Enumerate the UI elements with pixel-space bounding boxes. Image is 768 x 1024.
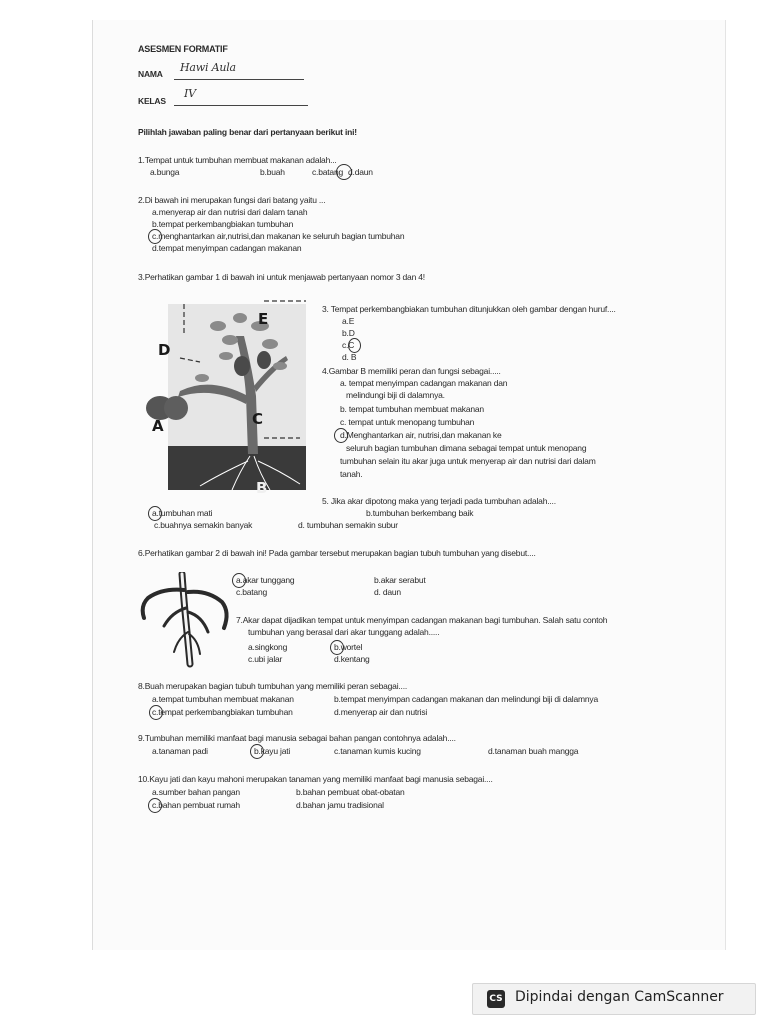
q6-text: 6.Perhatikan gambar 2 di bawah ini! Pada gambar tersebut merupakan bagian tubuh tumbuhan yang disebut.... bbox=[138, 548, 536, 558]
instruction: Pilihlah jawaban paling benar dari pertanyaan berikut ini! bbox=[138, 127, 357, 137]
q7-text: 7.Akar dapat dijadikan tempat untuk menyimpan cadangan makanan bagi tumbuhan. Salah satu contoh bbox=[236, 615, 608, 625]
answer-circle-mark bbox=[148, 506, 162, 521]
q10-option-b: b.bahan pembuat obat-obatan bbox=[296, 787, 405, 797]
q9-option-c: c.tanaman kumis kucing bbox=[334, 746, 421, 756]
q4-option-c: c. tempat untuk menopang tumbuhan bbox=[340, 417, 475, 427]
camscanner-icon: CS bbox=[487, 990, 505, 1008]
q5-option-b: b.tumbuhan berkembang baik bbox=[366, 508, 474, 518]
q1-text: 1.Tempat untuk tumbuhan membuat makanan adalah... bbox=[138, 155, 337, 165]
answer-circle-mark bbox=[148, 798, 162, 813]
q3-option-b: b.D bbox=[342, 328, 355, 338]
figure-label-b: B bbox=[256, 479, 268, 497]
q7-option-a: a.singkong bbox=[248, 642, 288, 652]
q4-option-a: a. tempat menyimpan cadangan makanan dan bbox=[340, 378, 508, 388]
figure-1-plant bbox=[140, 296, 312, 496]
name-value: Hawi Aula bbox=[180, 61, 236, 74]
answer-circle-mark bbox=[250, 744, 264, 759]
q6-option-a: a.akar tunggang bbox=[236, 575, 295, 585]
q3-option-a: a.E bbox=[342, 316, 355, 326]
q7-option-b: b.wortel bbox=[334, 642, 363, 652]
name-label: NAMA bbox=[138, 69, 163, 79]
q9-option-a: a.tanaman padi bbox=[152, 746, 208, 756]
q10-text: 10.Kayu jati dan kayu mahoni merupakan tanaman yang memiliki manfaat bagi manusia sebagai.... bbox=[138, 774, 493, 784]
q8-option-c: c.tempat perkembangbiakan tumbuhan bbox=[152, 707, 293, 717]
q1-option-c: c.batang bbox=[312, 167, 344, 177]
q7-option-d: d.kentang bbox=[334, 654, 370, 664]
q8-option-d: d.menyerap air dan nutrisi bbox=[334, 707, 428, 717]
answer-circle-mark bbox=[149, 705, 163, 720]
q3-text: 3. Tempat perkembangbiakan tumbuhan ditunjukkan oleh gambar dengan huruf.... bbox=[322, 304, 616, 314]
q10-option-a: a.sumber bahan pangan bbox=[152, 787, 240, 797]
q3-intro: 3.Perhatikan gambar 1 di bawah ini untuk menjawab pertanyaan nomor 3 dan 4! bbox=[138, 272, 425, 282]
q4-text: 4.Gambar B memiliki peran dan fungsi sebagai..... bbox=[322, 366, 501, 376]
figure-label-c: C bbox=[252, 410, 264, 428]
q10-option-c: c.bahan pembuat rumah bbox=[152, 800, 240, 810]
answer-circle-mark bbox=[330, 640, 344, 655]
q7-text-cont: tumbuhan yang berasal dari akar tunggang adalah..... bbox=[248, 627, 440, 637]
q2-text: 2.Di bawah ini merupakan fungsi dari batang yaitu ... bbox=[138, 195, 326, 205]
q8-option-b: b.tempat menyimpan cadangan makanan dan melindungi biji di dalamnya bbox=[334, 694, 598, 704]
q5-option-a: a.tumbuhan mati bbox=[152, 508, 213, 518]
answer-circle-mark bbox=[148, 229, 162, 244]
figure-label-d: D bbox=[158, 341, 171, 359]
q1-option-d: d.daun bbox=[348, 167, 373, 177]
q9-text: 9.Tumbuhan memiliki manfaat bagi manusia sebagai bahan pangan contohnya adalah.... bbox=[138, 733, 456, 743]
camscanner-watermark bbox=[472, 983, 756, 1015]
q6-option-c: c.batang bbox=[236, 587, 268, 597]
q4-option-d-cont3: tanah. bbox=[340, 469, 363, 479]
camscanner-text: Dipindai dengan CamScanner bbox=[515, 989, 724, 1005]
class-label: KELAS bbox=[138, 96, 166, 106]
q6-option-d: d. daun bbox=[374, 587, 401, 597]
q5-text: 5. Jika akar dipotong maka yang terjadi pada tumbuhan adalah.... bbox=[322, 496, 556, 506]
q8-text: 8.Buah merupakan bagian tubuh tumbuhan yang memiliki peran sebagai.... bbox=[138, 681, 408, 691]
q4-option-a-cont: melindungi biji di dalamnya. bbox=[346, 390, 445, 400]
q3-option-d: d. B bbox=[342, 352, 357, 362]
q10-option-d: d.bahan jamu tradisional bbox=[296, 800, 384, 810]
q3-option-c: c.C bbox=[342, 340, 355, 350]
q2-option-d: d.tempat menyimpan cadangan makanan bbox=[152, 243, 302, 253]
q4-option-b: b. tempat tumbuhan membuat makanan bbox=[340, 404, 484, 414]
figure-label-e: E bbox=[258, 310, 269, 328]
q1-option-a: a.bunga bbox=[150, 167, 180, 177]
figure-2-taproot bbox=[138, 572, 234, 668]
q4-option-d-cont1: seluruh bagian tumbuhan dimana sebagai tempat untuk menopang bbox=[346, 443, 587, 453]
q2-option-c: c.menghantarkan air,nutrisi,dan makanan ke seluruh bagian tumbuhan bbox=[152, 231, 405, 241]
q2-option-a: a.menyerap air dan nutrisi dari dalam tanah bbox=[152, 207, 308, 217]
class-underline bbox=[174, 105, 308, 106]
q8-option-a: a.tempat tumbuhan membuat makanan bbox=[152, 694, 294, 704]
answer-circle-mark bbox=[334, 428, 348, 443]
figure-label-a: A bbox=[152, 417, 164, 435]
answer-circle-mark bbox=[336, 164, 352, 180]
q5-option-d: d. tumbuhan semakin subur bbox=[298, 520, 398, 530]
answer-circle-mark bbox=[232, 573, 246, 588]
q5-option-c: c.buahnya semakin banyak bbox=[154, 520, 253, 530]
page-title: ASESMEN FORMATIF bbox=[138, 44, 228, 54]
q9-option-b: b.kayu jati bbox=[254, 746, 291, 756]
answer-circle-mark bbox=[348, 338, 361, 353]
q1-option-b: b.buah bbox=[260, 167, 285, 177]
q4-option-d-cont2: tumbuhan selain itu akar juga untuk menyerap air dan nutrisi dari dalam bbox=[340, 456, 596, 466]
q6-option-b: b.akar serabut bbox=[374, 575, 426, 585]
q9-option-d: d.tanaman buah mangga bbox=[488, 746, 579, 756]
class-value: IV bbox=[184, 87, 196, 100]
q7-option-c: c.ubi jalar bbox=[248, 654, 283, 664]
q4-option-d: d.Menghantarkan air, nutrisi,dan makanan ke bbox=[340, 430, 502, 440]
q2-option-b: b.tempat perkembangbiakan tumbuhan bbox=[152, 219, 294, 229]
name-underline bbox=[174, 79, 304, 80]
